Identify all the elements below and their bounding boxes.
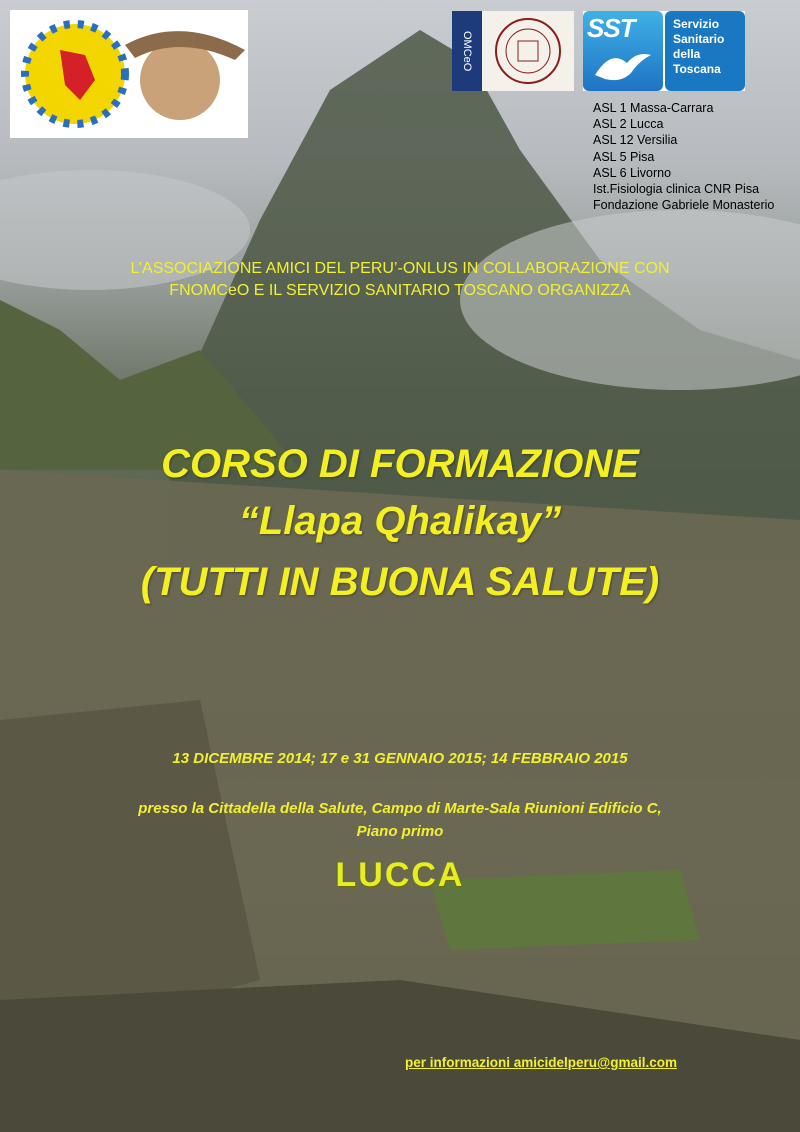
partner-item: ASL 1 Massa-Carrara (593, 101, 714, 115)
partner-item: ASL 6 Livorno (593, 165, 672, 180)
partner-item: ASL 2 Lucca (593, 117, 664, 132)
organizer-intro (0, 258, 800, 302)
partner-item: Ist.Fisiologia clinica CNR Pisa (593, 182, 760, 197)
sst-line-1: Servizio (673, 17, 720, 31)
contact-info-link[interactable]: per informazioni amicidelperu@gmail.com (405, 1055, 677, 1070)
sst-bird-logo (591, 45, 655, 85)
event-city: LUCCA (335, 856, 465, 894)
event-dates: 13 DICEMBRE 2014; 17 e 31 GENNAIO 2015; 14 FEBBRAIO 2015 (172, 750, 628, 767)
intro-line-1: L’ASSOCIAZIONE AMICI DEL PERU’-ONLUS IN COLLABORAZIONE CON (130, 260, 670, 277)
partner-item: ASL 12 Versilia (593, 133, 678, 148)
peru-map-children-logo (10, 10, 248, 138)
sst-name-panel (665, 11, 745, 91)
omceo-seal-logo (486, 15, 570, 87)
venue-line-1: presso la Cittadella della Salute, Campo di Marte-Sala Riunioni Edificio C, (138, 800, 662, 817)
sst-line-2: Sanitario (673, 32, 725, 46)
intro-line-2: FNOMCeO E IL SERVIZIO SANITARIO TOSCANO ORGANIZZA (169, 282, 631, 299)
course-subtitle: (TUTTI IN BUONA SALUTE) (140, 560, 660, 604)
sst-line-4: Toscana (673, 62, 721, 76)
omceo-strip-label: OMCeO (452, 11, 482, 91)
partner-item: ASL 5 Pisa (593, 149, 655, 164)
course-name: “Llapa Qhalikay” (238, 499, 562, 543)
course-title: CORSO DI FORMAZIONE (161, 442, 639, 486)
association-logo (10, 10, 248, 138)
omceo-logo (452, 11, 574, 91)
venue-line-2: Piano primo (356, 823, 444, 840)
sst-line-3: della (673, 47, 701, 61)
sst-logo (583, 11, 745, 91)
sst-mark-panel (583, 11, 663, 91)
partner-list (593, 100, 774, 213)
event-venue (0, 797, 800, 843)
partner-item: Fondazione Gabriele Monasterio (593, 198, 775, 213)
sst-mark: SST (587, 13, 635, 43)
